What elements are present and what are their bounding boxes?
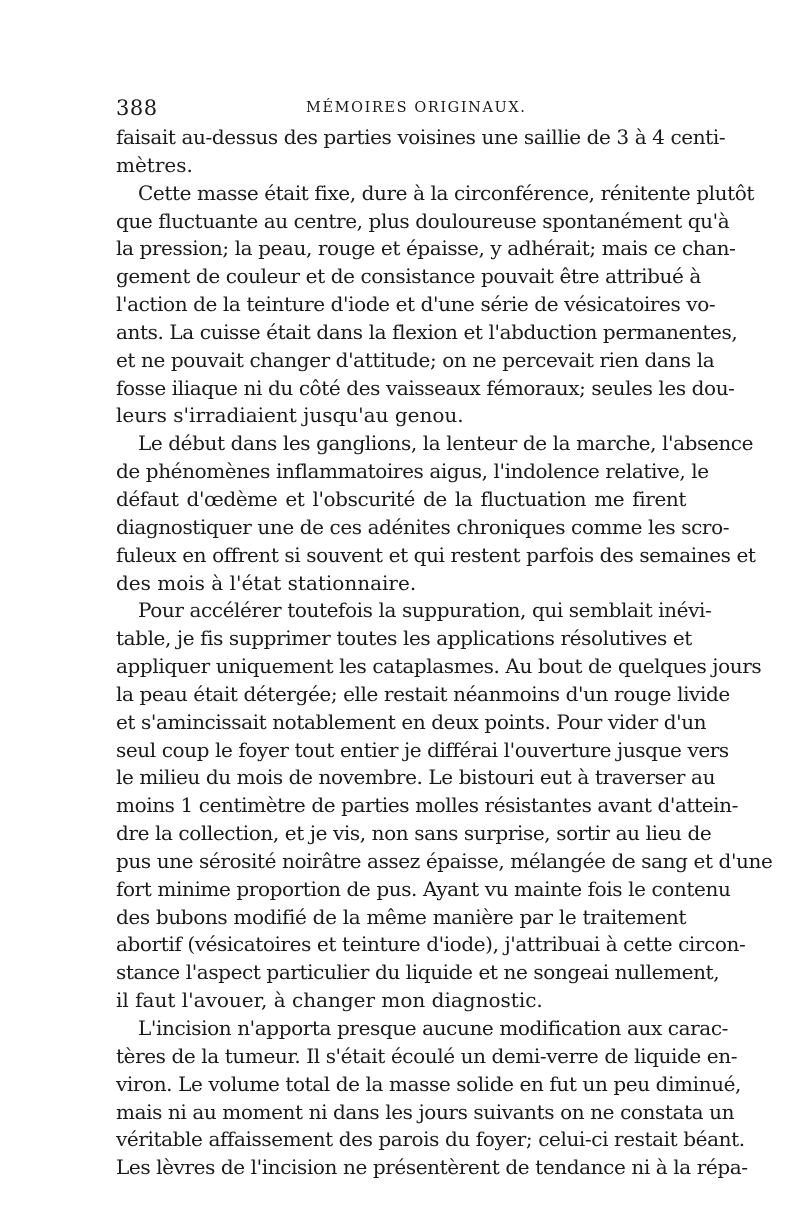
text-line: des bubons modifié de la même manière par le traitement xyxy=(116,904,686,929)
running-title: MÉMOIRES ORIGINAUX. xyxy=(306,100,527,116)
text-line: des mois à l'état stationnaire. xyxy=(116,570,417,595)
text-line: fosse iliaque ni du côté des vaisseaux fémoraux; seules les dou- xyxy=(116,375,735,400)
text-line: seul coup le foyer tout entier je différai l'ouverture jusque vers xyxy=(116,737,729,762)
text-line: l'action de la teinture d'iode et d'une série de vésicatoires vo- xyxy=(116,292,716,317)
text-line: véritable affaissement des parois du foyer; celui-ci restait béant. xyxy=(116,1127,745,1152)
text-line: Pour accélérer toutefois la suppuration, qui semblait inévi- xyxy=(138,598,712,623)
text-line: défaut d'œdème et l'obscurité de la fluctuation me firent xyxy=(116,486,686,511)
text-line: Les lèvres de l'incision ne présentèrent de tendance ni à la répa- xyxy=(116,1155,748,1180)
text-line: Cette masse était fixe, dure à la circonférence, rénitente plutôt xyxy=(138,180,755,205)
text-line: que fluctuante au centre, plus douloureuse spontanément qu'à xyxy=(116,208,730,233)
text-line: le milieu du mois de novembre. Le bistouri eut à traverser au xyxy=(116,765,716,790)
text-line: de phénomènes inflammatoires aigus, l'indolence relative, le xyxy=(116,459,709,484)
text-line: ants. La cuisse était dans la flexion et l'abduction permanentes, xyxy=(116,319,738,344)
text-line: dre la collection, et je vis, non sans surprise, sortir au lieu de xyxy=(116,821,712,846)
text-line: appliquer uniquement les cataplasmes. Au bout de quelques jours xyxy=(116,654,762,679)
text-line: la peau était détergée; elle restait néanmoins d'un rouge livide xyxy=(116,681,730,706)
text-line: tères de la tumeur. Il s'était écoulé un demi-verre de liquide en- xyxy=(116,1043,738,1068)
text-line: L'incision n'apporta presque aucune modification aux carac- xyxy=(138,1016,728,1040)
text-line: diagnostiquer une de ces adénites chroniques comme les scro- xyxy=(116,514,730,539)
text-line: pus une sérosité noirâtre assez épaisse, mélangée de sang et d'une xyxy=(116,848,773,873)
text-line: viron. Le volume total de la masse solide en fut un peu diminué, xyxy=(116,1071,741,1096)
text-line: et ne pouvait changer d'attitude; on ne percevait rien dans la xyxy=(116,347,715,372)
text-line: et s'amincissait notablement en deux points. Pour vider d'un xyxy=(116,709,707,734)
text-line: abortif (vésicatoires et teinture d'iode), j'attribuai à cette circon- xyxy=(116,932,746,957)
text-line: mais ni au moment ni dans les jours suivants on ne constata un xyxy=(116,1099,735,1124)
text-line: stance l'aspect particulier du liquide et ne songeai nullement, xyxy=(116,960,720,985)
text-line: la pression; la peau, rouge et épaisse, y adhérait; mais ce chan- xyxy=(116,236,736,261)
text-line: fort minime proportion de pus. Ayant vu mainte fois le contenu xyxy=(116,876,731,901)
running-header xyxy=(116,96,686,126)
text-line: fuleux en offrent si souvent et qui restent parfois des semaines et xyxy=(116,542,756,567)
text-line: mètres. xyxy=(116,152,193,177)
text-line: faisait au-dessus des parties voisines une saillie de 3 à 4 centi- xyxy=(116,125,726,149)
text-line: moins 1 centimètre de parties molles résistantes avant d'attein- xyxy=(116,793,739,818)
text-line: il faut l'avouer, à changer mon diagnostic. xyxy=(116,988,543,1013)
text-line: Le début dans les ganglions, la lenteur de la marche, l'absence xyxy=(138,431,754,456)
text-line: leurs s'irradiaient jusqu'au genou. xyxy=(116,403,464,428)
text-line: gement de couleur et de consistance pouvait être attribué à xyxy=(116,264,701,289)
page-number: 388 xyxy=(116,96,158,120)
body-text xyxy=(116,124,773,1182)
text-line: table, je fis supprimer toutes les applications résolutives et xyxy=(116,626,692,651)
